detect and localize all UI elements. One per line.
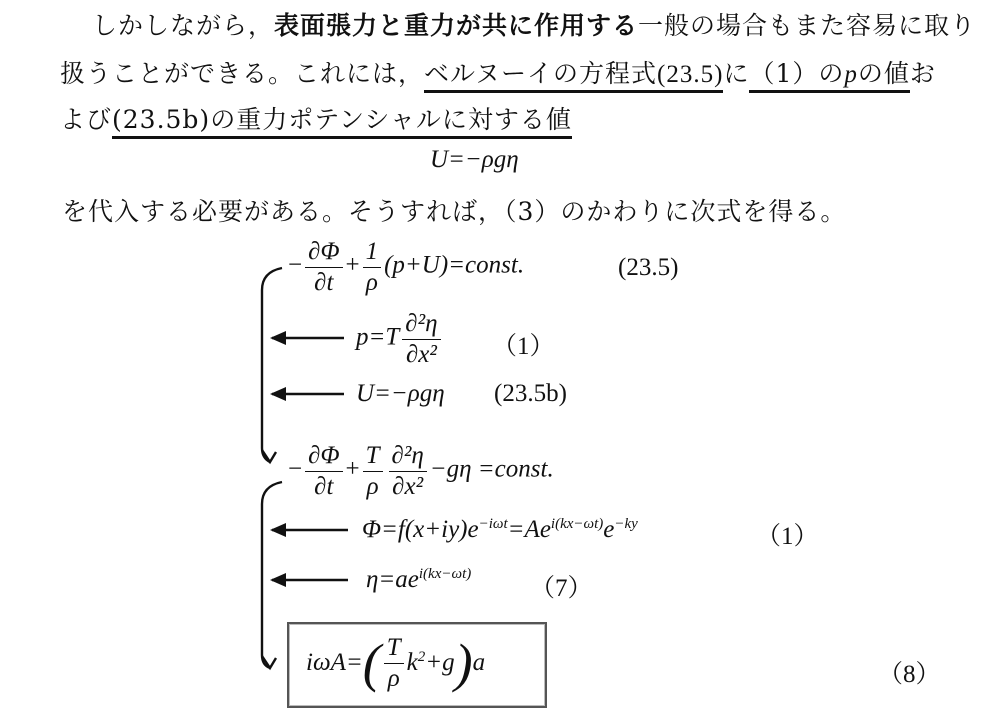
numerator: T [363, 442, 383, 472]
denominator: ρ [365, 268, 378, 296]
operator: + [345, 251, 360, 279]
equation-ref-7: （7） [530, 575, 593, 602]
numerator: ∂Φ [305, 238, 342, 268]
numerator: T [384, 634, 404, 664]
right-paren: ) [454, 633, 473, 693]
expression: +g [425, 649, 455, 676]
equation-U: U=−ρgη [430, 146, 519, 173]
text-segment: に [723, 59, 750, 88]
equation-phi [362, 516, 638, 544]
exponent: i(kx−ωt) [418, 566, 472, 582]
arrowhead [270, 331, 286, 345]
expression: Φ=f(x+iy)e [362, 516, 479, 543]
numerator: ∂²η [402, 310, 440, 340]
text-segment: の値 [857, 59, 910, 88]
text-line-5: を代入する必要がある。そうすれば，（3）のかわりに次式を得る。 [62, 197, 847, 226]
text-segment: （1）の [749, 59, 845, 88]
expression: =Ae [507, 516, 551, 543]
fraction [305, 238, 342, 296]
equation-p [356, 310, 444, 368]
equation-ref-8: （8） [878, 661, 941, 688]
expression: p=T [356, 323, 400, 351]
equation-combined [288, 442, 554, 500]
exponent: −iωt [478, 516, 508, 532]
fraction [402, 310, 440, 368]
equation-ref: (23.5) [657, 61, 724, 88]
denominator: ∂t [314, 472, 334, 500]
arrowhead [270, 387, 286, 401]
text-segment: ベルヌーイの方程式 [424, 59, 658, 88]
numerator: ∂Φ [305, 442, 342, 472]
equation-ref-1: （1） [492, 333, 555, 360]
equation-bernoulli [288, 238, 524, 296]
operator: + [345, 455, 360, 483]
expression: iωA= [306, 649, 363, 676]
text-segment: 一般の場合もまた容易に取り [638, 11, 977, 40]
fraction [389, 442, 427, 500]
arrowhead [270, 573, 286, 587]
expression: a [472, 649, 486, 676]
bold-text: 表面張力と重力が共に作用する [274, 11, 639, 40]
bracket-line [262, 482, 282, 668]
fraction [305, 442, 342, 500]
denominator: ρ [366, 472, 379, 500]
left-paren: ( [362, 633, 381, 693]
operator: − [288, 455, 303, 483]
numerator: 1 [363, 238, 382, 268]
fraction [384, 634, 404, 692]
operator: − [288, 251, 303, 279]
underlined-gravity-potential: (23.5b)の重力ポテンシャルに対する値 [112, 105, 572, 139]
numerator: ∂²η [389, 442, 427, 472]
text-segment: よび [60, 105, 113, 134]
bracket-line [262, 268, 282, 462]
exponent: −ky [614, 516, 638, 532]
expression: −gη =const. [429, 455, 554, 483]
math-variable: p [844, 61, 858, 88]
expression: e [603, 516, 615, 543]
expression: η=ae [366, 566, 419, 593]
expression: (p+U)=const. [384, 251, 525, 279]
equation-dispersion [306, 634, 485, 692]
k-term [407, 649, 455, 676]
text-segment: 扱うことができる。これには， [60, 59, 425, 88]
equation-ref-23-5b: (23.5b) [494, 380, 567, 407]
denominator: ∂x² [405, 340, 437, 368]
arrowhead [270, 523, 286, 537]
equation-ref-1b: （1） [756, 523, 819, 550]
equation-ref-23-5: (23.5) [618, 254, 679, 281]
expression: k [406, 649, 418, 676]
fraction [363, 442, 383, 500]
equation-U-sub: U=−ρgη [356, 380, 445, 407]
exponent: 2 [417, 649, 426, 665]
text-segment: お [909, 59, 936, 88]
denominator: ρ [387, 664, 400, 692]
fraction [363, 238, 382, 296]
denominator: ∂t [314, 268, 334, 296]
text-segment: しかしながら， [92, 11, 275, 40]
denominator: ∂x² [392, 472, 424, 500]
equation-eta [366, 566, 471, 594]
exponent: i(kx−ωt) [550, 516, 604, 532]
